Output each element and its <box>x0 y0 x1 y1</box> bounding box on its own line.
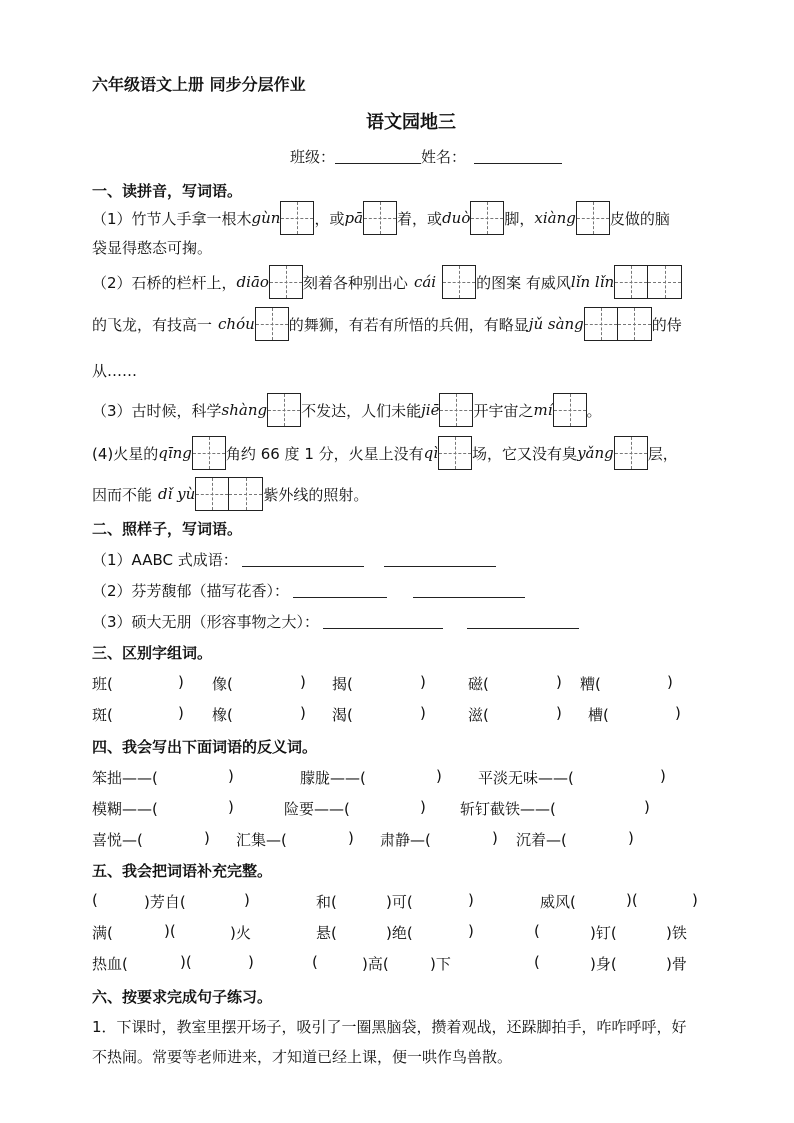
class-label: 班级： <box>290 148 336 166</box>
answer-boxes[interactable] <box>269 265 303 299</box>
answer-boxes[interactable] <box>363 201 397 235</box>
q4-text: 因而不能 <box>92 485 153 504</box>
q1-prefix: （1）竹节人手拿一根木 <box>92 209 252 228</box>
fill-item: ( <box>534 953 540 971</box>
pinyin: duò <box>442 209 471 227</box>
word-item: 模糊——( <box>92 800 158 818</box>
fill-item: 和( <box>316 893 337 911</box>
fill-item: )铁 <box>666 924 687 942</box>
answer-boxes[interactable] <box>438 436 472 470</box>
fill-item: 悬( <box>316 924 337 942</box>
q2-text: 的侍 <box>651 315 682 334</box>
q4-line1 <box>92 436 678 470</box>
answer-boxes[interactable] <box>255 307 289 341</box>
word-item: 汇集—( <box>236 831 287 849</box>
word-item: 沉着—( <box>516 831 567 849</box>
answer-boxes[interactable] <box>442 265 476 299</box>
section-1-title: 一、读拼音，写词语。 <box>92 182 243 200</box>
answer-line[interactable] <box>384 552 496 567</box>
paren-close: ) <box>348 829 354 847</box>
pinyin: diāo <box>236 273 269 291</box>
answer-line[interactable] <box>323 614 443 629</box>
paren-close: ) <box>436 767 442 785</box>
s2-item-1 <box>92 549 496 570</box>
q3-line <box>92 393 602 427</box>
paren-close: ) <box>228 798 234 816</box>
q2-text: 刻着各种别出心 <box>302 273 408 292</box>
pinyin: lǐn lǐn <box>570 273 615 291</box>
answer-line[interactable] <box>293 583 387 598</box>
answer-line[interactable] <box>242 552 364 567</box>
fill-item: )( <box>626 891 638 909</box>
pinyin: yǎng <box>577 444 614 462</box>
paren-close: ) <box>644 798 650 816</box>
fill-item: ) <box>692 891 698 909</box>
fill-item: )高( <box>362 955 389 973</box>
class-field[interactable] <box>335 149 421 164</box>
char-item: 滋( <box>468 706 489 724</box>
fill-item: ) <box>248 953 254 971</box>
q1-text: ，或 <box>314 209 345 228</box>
fill-item: ) <box>468 922 474 940</box>
answer-boxes[interactable] <box>470 201 504 235</box>
fill-item: )绝( <box>386 924 413 942</box>
section-4-title: 四、我会写出下面词语的反义词。 <box>92 738 318 756</box>
word-item: 险要——( <box>284 800 350 818</box>
pinyin: jiē <box>421 401 440 419</box>
fill-item: ) <box>468 891 474 909</box>
s2-label: （1）AABC 式成语： <box>92 551 238 569</box>
q2-line2 <box>92 307 682 341</box>
fill-item: ) <box>244 891 250 909</box>
word-item: 朦胧——( <box>300 769 366 787</box>
pinyin: qì <box>423 444 439 462</box>
q3-text: 。 <box>586 401 602 420</box>
fill-item: ( <box>92 891 98 909</box>
pinyin: cái <box>413 273 437 291</box>
s2-item-2 <box>92 580 525 601</box>
s2-label: （2）芬芳馥郁（描写花香）： <box>92 582 290 600</box>
char-item: 槽( <box>588 706 609 724</box>
q1-line2: 袋显得憨态可掬。 <box>92 239 213 257</box>
q2-text: 的飞龙，有技高一 <box>92 315 213 334</box>
fill-item: )( <box>180 953 192 971</box>
char-item: 斑( <box>92 706 113 724</box>
section-2-title: 二、照样子，写词语。 <box>92 520 243 538</box>
s6-paragraph-line2: 不热闹。常要等老师进来，才知道已经上课，便一哄作鸟兽散。 <box>92 1048 513 1066</box>
q4-prefix: (4)火星的 <box>92 444 159 463</box>
answer-line[interactable] <box>413 583 525 598</box>
answer-boxes[interactable] <box>267 393 301 427</box>
page-title: 语文园地三 <box>366 112 456 133</box>
fill-item: 威风( <box>540 893 576 911</box>
answer-boxes[interactable] <box>195 477 263 511</box>
paren-close: ) <box>178 704 184 722</box>
q2-text: 的舞狮，有若有所悟的兵佣，有略显 <box>288 315 529 334</box>
s2-label: （3）硕大无朋（形容事物之大）： <box>92 613 320 631</box>
s6-paragraph-line1: 1．下课时，教室里摆开场子，吸引了一圈黑脑袋，攒着观战，还跺脚拍手，咋咋呼呼，好 <box>92 1018 687 1036</box>
paren-close: ) <box>204 829 210 847</box>
section-6-title: 六、按要求完成句子练习。 <box>92 988 273 1006</box>
paren-close: ) <box>420 673 426 691</box>
q2-line3: 从…… <box>92 362 138 380</box>
pinyin: pā <box>344 209 364 227</box>
pinyin: xiàng <box>534 209 576 227</box>
fill-item: )钉( <box>590 924 617 942</box>
q4-text: 角约 66 度 1 分，火星上没有 <box>225 444 424 463</box>
paren-close: ) <box>675 704 681 722</box>
pinyin: chóu <box>218 315 255 333</box>
paren-close: ) <box>300 704 306 722</box>
answer-line[interactable] <box>467 614 579 629</box>
answer-boxes[interactable] <box>614 436 648 470</box>
answer-boxes[interactable] <box>192 436 226 470</box>
fill-item: ( <box>312 953 318 971</box>
char-item: 像( <box>212 675 233 693</box>
char-item: 班( <box>92 675 113 693</box>
word-item: 喜悦—( <box>92 831 143 849</box>
name-field[interactable] <box>474 149 562 164</box>
word-item: 肃静—( <box>380 831 431 849</box>
s2-item-3 <box>92 611 579 632</box>
student-info <box>290 146 562 167</box>
answer-boxes[interactable] <box>576 201 610 235</box>
answer-boxes[interactable] <box>439 393 473 427</box>
word-item: 笨拙——( <box>92 769 158 787</box>
q4-text: 紫外线的照射。 <box>263 485 369 504</box>
pinyin: shàng <box>221 401 268 419</box>
paren-close: ) <box>420 704 426 722</box>
char-item: 揭( <box>332 675 353 693</box>
q3-prefix: （3）古时候，科学 <box>92 401 222 420</box>
word-item: 平淡无味——( <box>478 769 574 787</box>
q3-text: 开宇宙之 <box>473 401 534 420</box>
q3-text: 不发达，人们未能 <box>301 401 422 420</box>
answer-boxes[interactable] <box>614 265 682 299</box>
fill-item: )芳自( <box>144 893 186 911</box>
q2-prefix: （2）石桥的栏杆上， <box>92 273 237 292</box>
fill-item: )下 <box>430 955 451 973</box>
paren-close: ) <box>228 767 234 785</box>
fill-item: ( <box>534 922 540 940</box>
q4-line2 <box>92 477 368 511</box>
section-3-title: 三、区别字组词。 <box>92 644 213 662</box>
fill-item: )骨 <box>666 955 687 973</box>
char-item: 糟( <box>580 675 601 693</box>
section-5-title: 五、我会把词语补充完整。 <box>92 862 273 880</box>
fill-item: )可( <box>386 893 413 911</box>
word-item: 斩钉截铁——( <box>460 800 556 818</box>
paren-close: ) <box>556 704 562 722</box>
paren-close: ) <box>556 673 562 691</box>
fill-item: )身( <box>590 955 617 973</box>
q4-text: 层， <box>647 444 678 463</box>
fill-item: )火 <box>230 924 251 942</box>
fill-item: 热血( <box>92 955 128 973</box>
char-item: 橡( <box>212 706 233 724</box>
q1-line1 <box>92 201 670 235</box>
paren-close: ) <box>178 673 184 691</box>
pinyin: gùn <box>251 209 281 227</box>
answer-boxes[interactable] <box>584 307 652 341</box>
header-title: 六年级语文上册 同步分层作业 <box>92 75 306 94</box>
answer-boxes[interactable] <box>553 393 587 427</box>
q2-line1 <box>92 265 682 299</box>
paren-close: ) <box>667 673 673 691</box>
pinyin: jǔ sàng <box>528 315 584 333</box>
pinyin: dǐ yù <box>158 485 196 503</box>
paren-close: ) <box>660 767 666 785</box>
char-item: 磁( <box>468 675 489 693</box>
paren-close: ) <box>492 829 498 847</box>
paren-close: ) <box>300 673 306 691</box>
paren-close: ) <box>420 798 426 816</box>
q1-text: 脚， <box>504 209 535 228</box>
fill-item: 满( <box>92 924 113 942</box>
q1-text: 皮做的脑 <box>609 209 670 228</box>
name-label: 姓名： <box>421 148 467 166</box>
q2-text: 的图案 有威风 <box>476 273 571 292</box>
answer-boxes[interactable] <box>280 201 314 235</box>
paren-close: ) <box>628 829 634 847</box>
pinyin: mí <box>533 401 553 419</box>
q4-text: 场，它又没有臭 <box>472 444 578 463</box>
pinyin: qīng <box>158 444 192 462</box>
q1-text: 着，或 <box>397 209 443 228</box>
fill-item: )( <box>164 922 176 940</box>
char-item: 渴( <box>332 706 353 724</box>
